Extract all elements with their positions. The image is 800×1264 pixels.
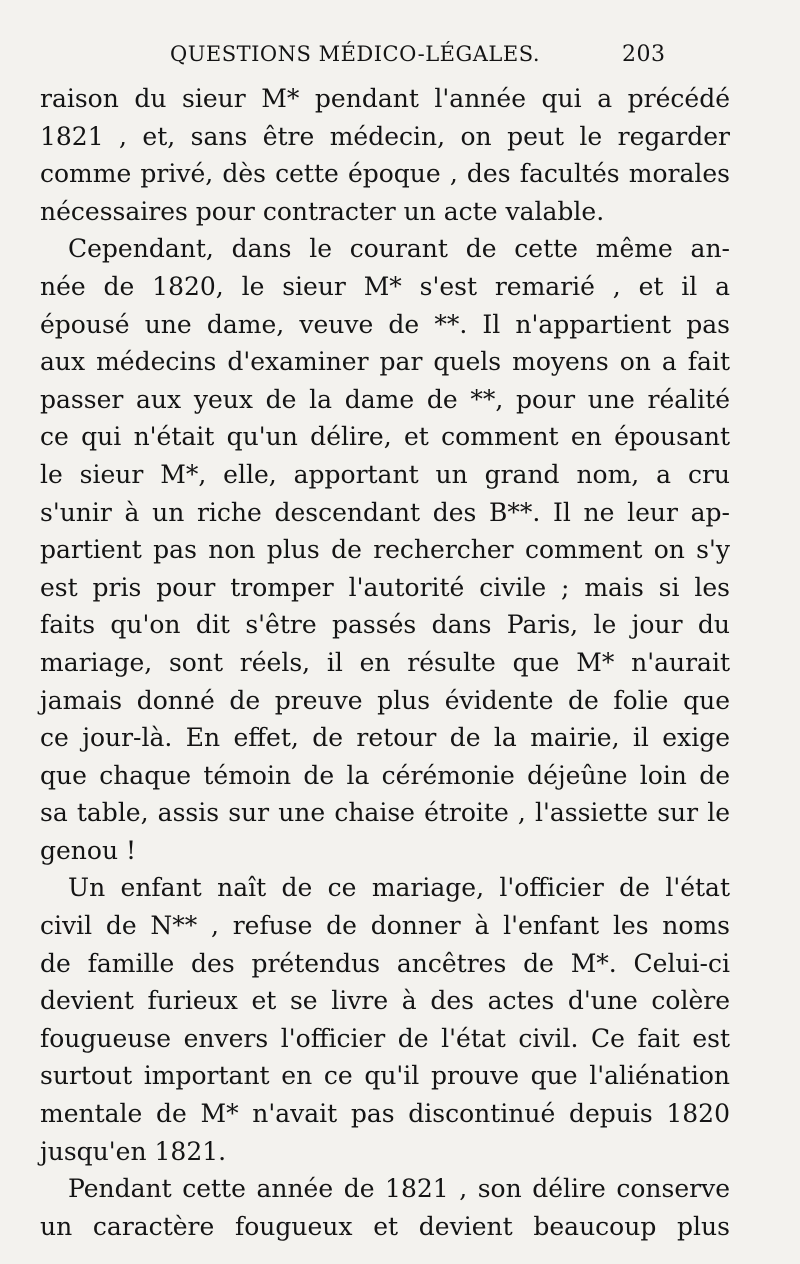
text-line: mariage, sont réels, il en résulte que M* n'aurait — [40, 647, 730, 677]
text-line: que chaque témoin de la cérémonie déjeûne loin de — [40, 760, 730, 790]
running-head — [0, 36, 800, 76]
text-line: née de 1820, le sieur M* s'est remarié , et il a — [40, 271, 730, 301]
text-line: genou ! — [40, 835, 137, 865]
running-title: QUESTIONS MÉDICO-LÉGALES. — [170, 42, 541, 66]
text-line: passer aux yeux de la dame de **, pour une réalité — [40, 384, 730, 414]
text-line: partient pas non plus de rechercher comment on s'y — [40, 535, 730, 565]
text-line: Pendant cette année de 1821 , son délire conserve — [68, 1174, 730, 1204]
text-line: jamais donné de preuve plus évidente de folie que — [40, 685, 730, 715]
text-line: surtout important en ce qu'il prouve que l'aliénation — [40, 1061, 730, 1091]
text-line: civil de N** , refuse de donner à l'enfant les noms — [40, 911, 730, 941]
text-line: devient furieux et se livre à des actes d'une colère — [40, 986, 730, 1016]
text-line: ce jour-là. En effet, de retour de la mairie, il exige — [40, 723, 730, 753]
text-line: 1821 , et, sans être médecin, on peut le regarder — [40, 121, 730, 151]
body-text — [40, 80, 730, 1245]
text-line: fougueuse envers l'officier de l'état civil. Ce fait est — [40, 1023, 730, 1053]
text-line: comme privé, dès cette époque , des facultés morales — [40, 159, 730, 189]
text-line: sa table, assis sur une chaise étroite , l'assiette sur le — [40, 798, 730, 828]
text-line: faits qu'on dit s'être passés dans Paris, le jour du — [40, 610, 730, 640]
text-line: raison du sieur M* pendant l'année qui a précédé — [40, 84, 730, 113]
text-line: Un enfant naît de ce mariage, l'officier de l'état — [68, 873, 730, 903]
text-line: Cependant, dans le courant de cette même an- — [68, 234, 730, 264]
text-line: épousé une dame, veuve de **. Il n'appartient pas — [40, 309, 730, 339]
text-line: nécessaires pour contracter un acte valable. — [40, 196, 605, 226]
text-line: de famille des prétendus ancêtres de M*. Celui-ci — [40, 948, 730, 978]
text-line: s'unir à un riche descendant des B**. Il ne leur ap- — [40, 497, 730, 527]
text-line: un caractère fougueux et devient beaucoup plus — [40, 1211, 730, 1241]
text-line: ce qui n'était qu'un délire, et comment en épousant — [40, 422, 730, 452]
page-number: 203 — [622, 42, 666, 67]
text-line: est pris pour tromper l'autorité civile ; mais si les — [40, 572, 730, 602]
text-line: mentale de M* n'avait pas discontinué depuis 1820 — [40, 1099, 730, 1129]
text-line: jusqu'en 1821. — [40, 1136, 227, 1166]
text-line: aux médecins d'examiner par quels moyens on a fait — [40, 347, 730, 377]
text-line: le sieur M*, elle, apportant un grand nom, a cru — [40, 459, 730, 489]
